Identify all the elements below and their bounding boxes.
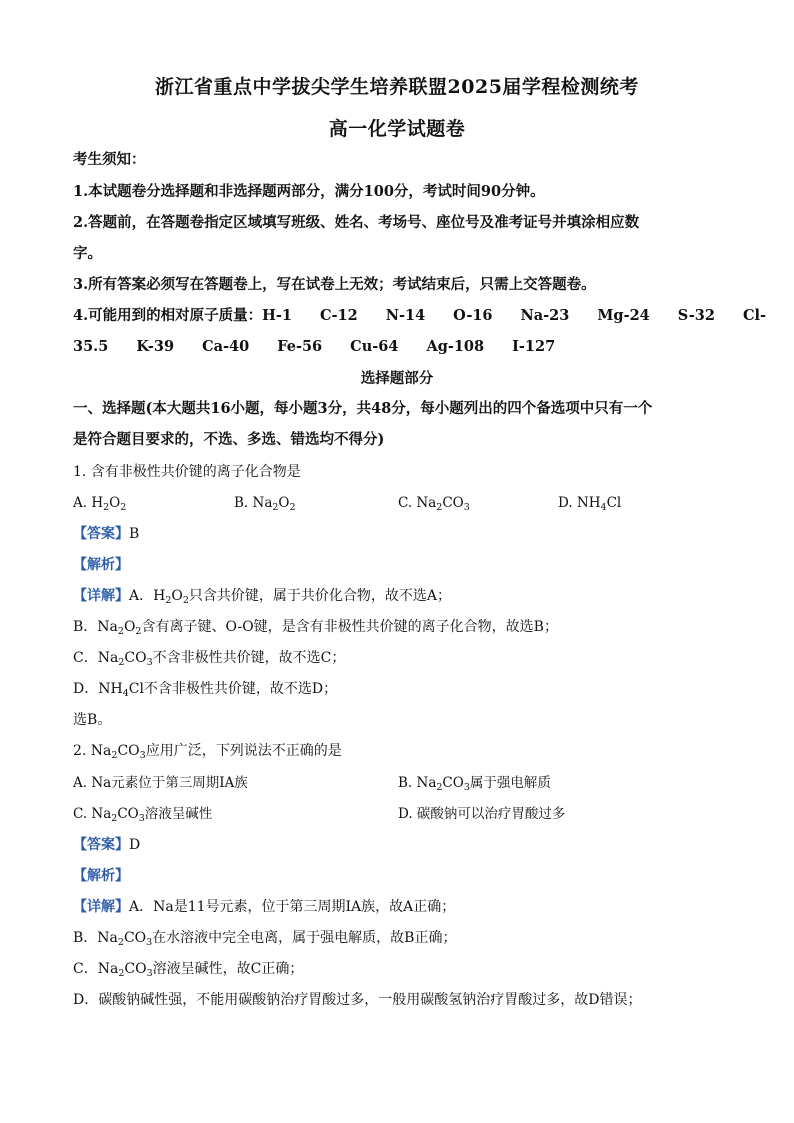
mass-ag: Ag-108 — [426, 338, 485, 355]
q1-analysis-tag: 【解析】 — [73, 557, 129, 573]
q1-option-c: C. $Na_2CO_3$ — [398, 495, 470, 513]
exam-title: 浙江省重点中学拔尖学生培养联盟2025届学程检测统考 — [155, 76, 639, 98]
q2-detail-d: D．碳酸钠碱性强，不能用碳酸钠治疗胃酸过多，一般用碳酸氢钠治疗胃酸过多，故D错误； — [73, 992, 642, 1008]
mass-cu: Cu-64 — [350, 338, 399, 355]
q1-answer-value: B — [129, 526, 140, 542]
q2-option-c: C. $Na_2CO_3$溶液呈碱性 — [73, 806, 213, 824]
q1-answer — [73, 524, 139, 544]
q1-detail-c: C．$Na_2CO_3$不含非极性共价键，故不选C； — [73, 650, 346, 668]
mass-mg: Mg-24 — [597, 307, 650, 324]
mass-fe: Fe-56 — [277, 338, 323, 355]
notice-item-4-label: 4.可能用到的相对原子质量： — [73, 307, 263, 324]
mass-na: Na-23 — [520, 307, 570, 324]
notice-item-1: 1.本试题卷分选择题和非选择题两部分，满分100分，考试时间90分钟。 — [73, 183, 545, 200]
q2-answer — [73, 835, 140, 855]
mass-c: C-12 — [319, 307, 358, 324]
q1-detail-a: 【详解】A．$H_2O_2$只含共价键，属于共价化合物，故不选A； — [73, 588, 452, 606]
section-heading: 选择题部分 — [360, 370, 434, 387]
notice-item-2: 2.答题前，在答题卷指定区域填写班级、姓名、考场号、座位号及准考证号并填涂相应数 — [73, 214, 640, 231]
mass-cl: Cl- — [742, 307, 767, 324]
notice-item-4 — [73, 306, 766, 326]
q1-detail-d: D．$NH_4Cl$不含非极性共价键，故不选D； — [73, 681, 338, 699]
detail-tag: 【详解】 — [73, 588, 129, 604]
q1-conclusion: 选B。 — [73, 712, 112, 728]
notice-item-3: 3.所有答案必须写在答题卷上，写在试卷上无效；考试结束后，只需上交答题卷。 — [73, 276, 596, 293]
q1-option-b: B. $Na_2O_2$ — [234, 495, 296, 513]
answer-tag: 【答案】 — [73, 526, 129, 542]
answer-tag: 【答案】 — [73, 837, 129, 853]
mass-s: S-32 — [677, 307, 715, 324]
section-intro-cont: 是符合题目要求的，不选、多选、错选均不得分) — [73, 431, 385, 448]
notice-heading: 考生须知： — [73, 151, 146, 168]
q1-option-a: A. $H_2O_2$ — [73, 495, 127, 513]
mass-i: I-127 — [512, 338, 556, 355]
section-intro: 一、选择题(本大题共16小题，每小题3分，共48分，每小题列出的四个备选项中只有一个 — [73, 400, 653, 417]
q2-analysis-tag: 【解析】 — [73, 868, 129, 884]
q2-detail-c: C．$Na_2CO_3$溶液呈碱性，故C正确； — [73, 961, 304, 979]
q1-option-d: D. $NH_4Cl$ — [558, 495, 622, 513]
detail-tag: 【详解】 — [73, 899, 129, 915]
mass-k: K-39 — [136, 338, 175, 355]
mass-ca: Ca-40 — [202, 338, 250, 355]
exam-subtitle: 高一化学试题卷 — [328, 118, 466, 140]
q1-detail-b: B．$Na_2O_2$含有离子键、O-O键，是含有非极性共价键的离子化合物，故选B； — [73, 619, 558, 637]
q2-option-d: D. 碳酸钠可以治疗胃酸过多 — [398, 806, 566, 822]
notice-item-4-cont — [73, 337, 555, 357]
mass-cl-value: 35.5 — [73, 338, 109, 355]
q2-option-b: B. $Na_2CO_3$属于强电解质 — [398, 775, 551, 793]
q2-detail-a: 【详解】A．Na是11号元素，位于第三周期IA族，故A正确； — [73, 899, 456, 915]
q2-detail-b: B．$Na_2CO_3$在水溶液中完全电离，属于强电解质，故B正确； — [73, 930, 457, 948]
mass-o: O-16 — [453, 307, 493, 324]
q2-option-a: A. Na元素位于第三周期IA族 — [73, 775, 248, 791]
q2-answer-value: D — [129, 837, 141, 853]
mass-n: N-14 — [385, 307, 426, 324]
mass-h: H-1 — [262, 307, 292, 324]
q2-stem: 2. $Na_2CO_3$应用广泛，下列说法不正确的是 — [73, 743, 342, 761]
q1-stem: 1. 含有非极性共价键的离子化合物是 — [73, 464, 301, 480]
notice-item-2-cont: 字。 — [73, 245, 102, 262]
